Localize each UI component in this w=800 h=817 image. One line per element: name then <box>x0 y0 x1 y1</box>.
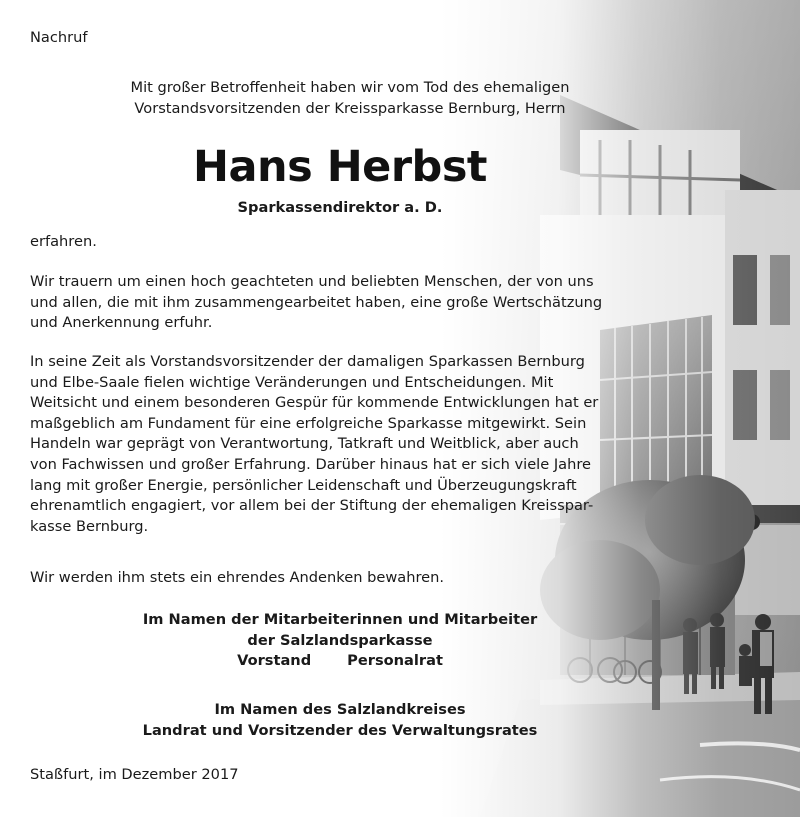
intro-text <box>60 78 640 119</box>
paragraph-line: maßgeblich am Fundament für eine erfolgreiche Sparkasse mitgewirkt. Sein <box>30 414 587 432</box>
paragraph-line: und Elbe-Saale fielen wichtige Veränderungen und Entscheidungen. Mit <box>30 373 554 391</box>
signature-district <box>90 700 590 741</box>
paragraph-line: lang mit großer Energie, persönlicher Leidenschaft und Überzeugungskraft <box>30 476 577 494</box>
signature-sparkasse <box>90 610 590 672</box>
signature-line: Im Namen der Mitarbeiterinnen und Mitarbeiter <box>142 611 538 628</box>
paragraph-line: Handeln war geprägt von Verantwortung, Tatkraft und Weitblick, aber auch <box>30 435 579 453</box>
paragraph-line: ehrenamtlich engagiert, vor allem bei der Stiftung der ehemaligen Kreisspar- <box>30 497 594 515</box>
paragraph-line: und Anerkennung erfuhr. <box>30 314 213 332</box>
paragraph-line: und allen, die mit ihm zusammengearbeitet haben, eine große Wertschätzung <box>30 293 603 311</box>
deceased-name: Hans Herbst <box>193 142 487 192</box>
paragraph-line: In seine Zeit als Vorstandsvorsitzender der damaligen Sparkassen Bernburg <box>30 353 585 370</box>
place-date: Staßfurt, im Dezember 2017 <box>30 766 239 783</box>
deceased-title: Sparkassendirektor a. D. <box>237 199 443 216</box>
signature-line: Landrat und Vorsitzender des Verwaltungsrates <box>142 721 538 739</box>
signature-role-board: Vorstand <box>237 652 312 670</box>
paragraph-remembrance: Wir werden ihm stets ein ehrendes Andenken bewahren. <box>30 569 444 586</box>
signature-roles <box>90 651 590 672</box>
paragraph-mourning <box>30 272 602 334</box>
intro-line: Mit großer Betroffenheit haben wir vom Tod des ehemaligen <box>130 79 570 96</box>
paragraph-line: Weitsicht und einem besonderen Gespür für kommende Entwicklungen hat er <box>30 394 599 412</box>
intro-conclusion: erfahren. <box>30 233 97 250</box>
notice-label: Nachruf <box>30 29 88 46</box>
paragraph-career <box>30 352 598 537</box>
paragraph-line: von Fachwissen und großer Erfahrung. Darüber hinaus hat er sich viele Jahre <box>30 455 591 473</box>
intro-line: Vorstandsvorsitzenden der Kreissparkasse Bernburg, Herrn <box>134 99 566 117</box>
signature-line: Im Namen des Salzlandkreises <box>214 701 466 718</box>
signature-role-staff-council: Personalrat <box>347 652 443 670</box>
paragraph-line: Wir trauern um einen hoch geachteten und beliebten Menschen, der von uns <box>30 273 594 290</box>
paragraph-line: kasse Bernburg. <box>30 517 149 535</box>
signature-line: der Salzlandsparkasse <box>247 631 433 649</box>
